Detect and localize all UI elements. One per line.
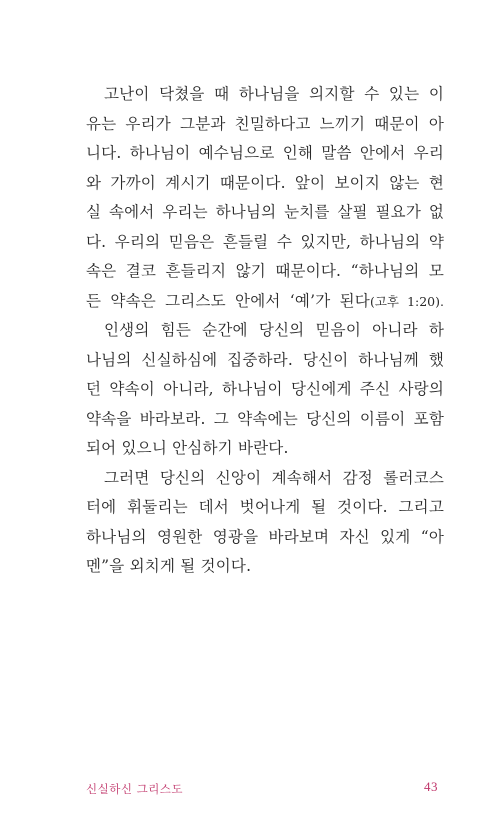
paragraph-3-line-4: 멘”을 외치게 될 것이다. (86, 557, 252, 575)
paragraph-1-line-7: 속은 결코 흔들리지 않기 때문이다. “하나님의 모 (86, 262, 444, 280)
running-footer-title: 신실하신 그리스도 (86, 782, 184, 796)
paragraph-2-line-1: 인생의 힘든 순간에 당신의 믿음이 아니라 하 (104, 321, 444, 339)
paragraph-1-line-6: 다. 우리의 믿음은 흔들릴 수 있지만, 하나님의 약 (86, 232, 444, 251)
paragraph-1-line-2: 유는 우리가 그분과 친밀하다고 느끼기 때문이 아 (86, 114, 444, 133)
paragraph-1-line-3: 니다. 하나님이 예수님으로 인해 말씀 안에서 우리 (86, 144, 444, 162)
paragraph-2-line-3: 던 약속이 아니라, 하나님이 당신에게 주신 사랑의 (86, 380, 444, 398)
paragraph-3-line-3: 하나님의 영원한 영광을 바라보며 자신 있게 “아 (86, 527, 444, 546)
paragraph-2-line-5: 되어 있으니 안심하기 바란다. (86, 439, 289, 457)
paragraph-2-line-2: 나님의 신실하심에 집중하라. 당신이 하나님께 했 (86, 350, 444, 369)
paragraph-1-line-1: 고난이 닥쳤을 때 하나님을 의지할 수 있는 이 (104, 85, 444, 103)
paragraph-1-line-4: 와 가까이 계시기 때문이다. 앞이 보이지 않는 현 (86, 173, 444, 192)
verse-quote-end: 든 약속은 그리스도 안에서 ‘예’가 된다 (86, 291, 370, 310)
page-number: 43 (424, 779, 438, 794)
paragraph-2-line-4: 약속을 바라보라. 그 약속에는 당신의 이름이 포함 (86, 409, 444, 428)
paragraph-1-line-5: 실 속에서 우리는 하나님의 눈치를 살필 필요가 없 (86, 203, 444, 221)
paragraph-1-line-8 (86, 287, 444, 317)
verse-citation: (고후 1:20). (369, 293, 444, 309)
body-text (86, 80, 444, 582)
paragraph-3-line-1: 그러면 당신의 신앙이 계속해서 감정 롤러코스 (104, 468, 444, 487)
paragraph-3-line-2: 터에 휘둘리는 데서 벗어나게 될 것이다. 그리고 (86, 498, 444, 516)
